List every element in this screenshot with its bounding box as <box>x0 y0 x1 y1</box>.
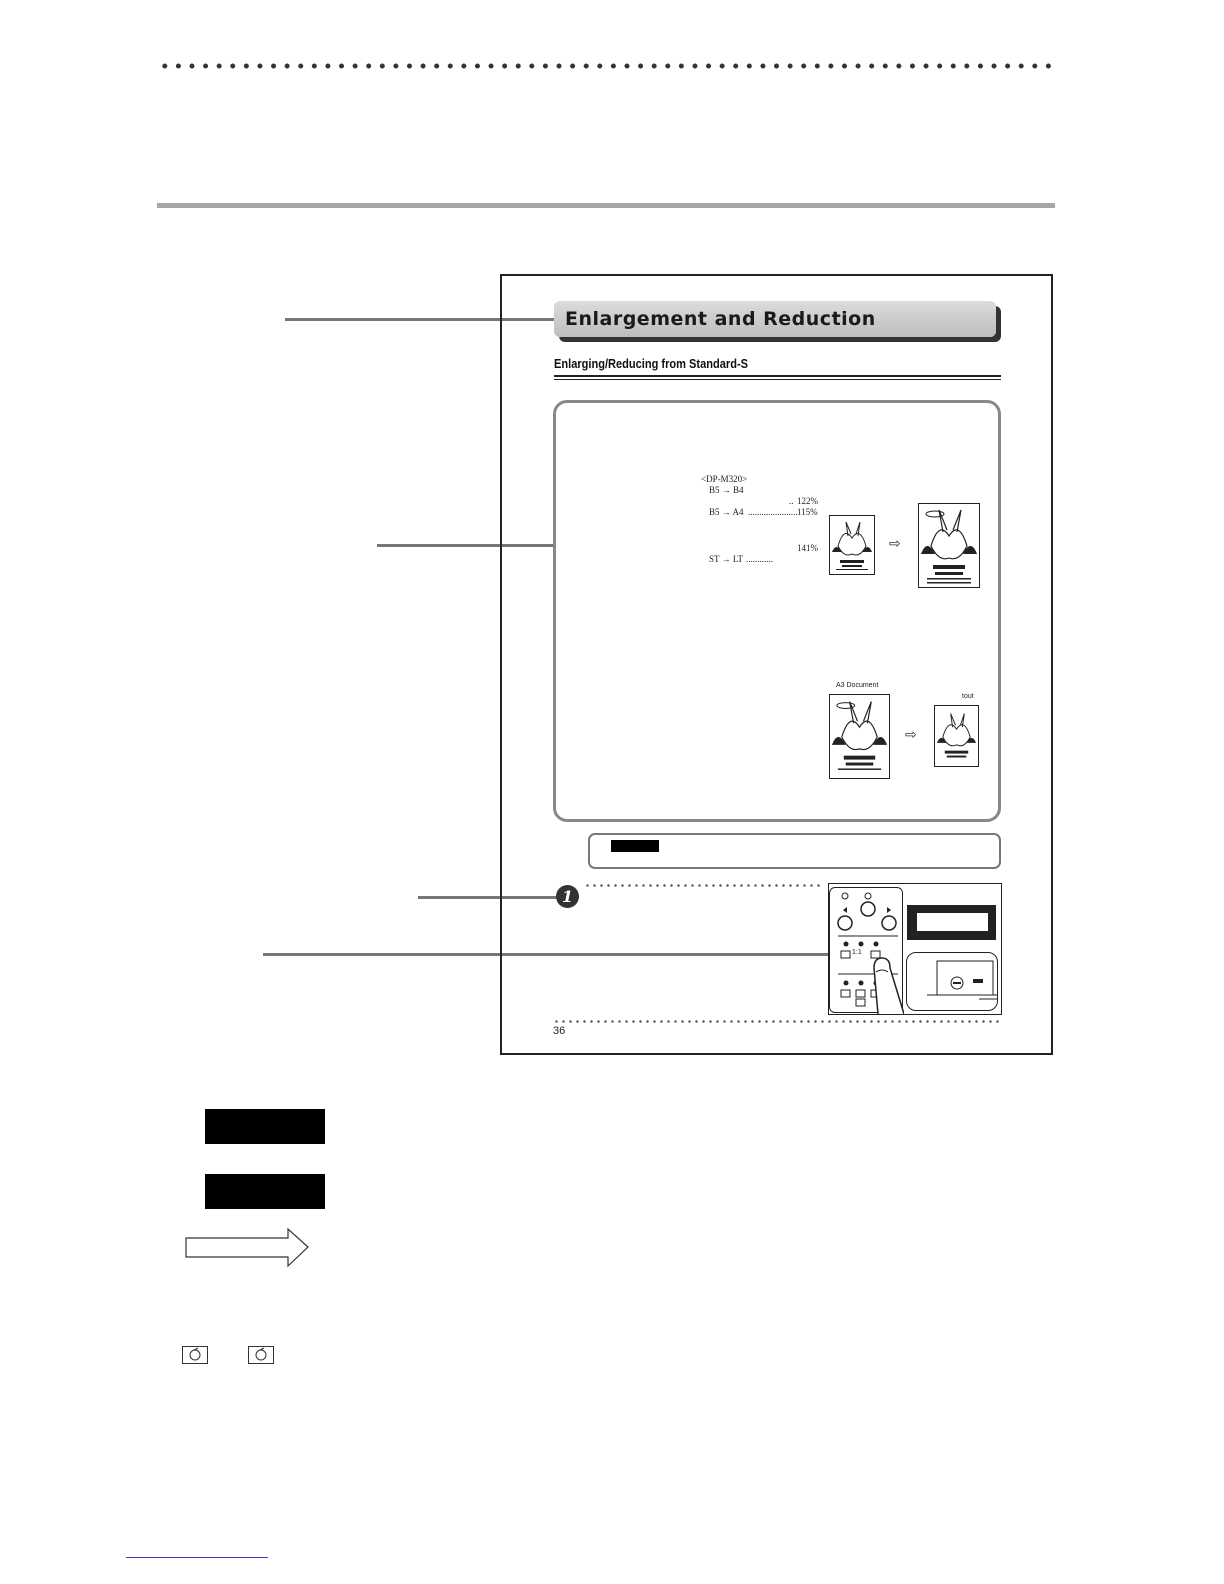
ratio-leader-1: .. <box>789 496 794 506</box>
section-rule <box>157 203 1055 208</box>
tout-caption: tout <box>962 693 974 700</box>
reduced-document-illustration <box>934 705 979 767</box>
step-dotted-rule <box>584 884 820 887</box>
ratio-percent-3: 141% <box>797 543 818 553</box>
ratio-leader-4: ............ <box>746 554 773 564</box>
ratio-leader-2: ...................... <box>748 507 798 517</box>
a3-caption: A3 Document <box>836 682 879 689</box>
note-label-bar <box>611 840 659 852</box>
rotate-key-icon <box>182 1346 208 1364</box>
subheading: Enlarging/Reducing from Standard-S <box>554 356 749 371</box>
ratio-conversion-4: ST → LT <box>709 554 744 564</box>
ratio-percent-2: 115% <box>797 507 818 517</box>
top-dotted-rule <box>158 62 1056 70</box>
model-label: <DP-M320> <box>701 474 748 484</box>
rotate-key-icon-2 <box>248 1346 274 1364</box>
display-screen <box>917 913 988 931</box>
banner-title: Enlargement and Reduction <box>565 308 876 330</box>
machine-illustration <box>906 952 998 1011</box>
step-number-badge: 1 <box>556 885 579 908</box>
footer-link-underline[interactable] <box>126 1557 268 1558</box>
one-to-one-label: 1:1 <box>852 949 862 956</box>
ratio-conversion-1: B5 → B4 <box>709 485 744 495</box>
enlarge-arrow-icon: ⇨ <box>889 535 901 551</box>
large-document-illustration <box>918 503 980 588</box>
subheading-rule <box>554 375 1001 377</box>
control-panel-keypad <box>829 887 903 1013</box>
small-document-illustration <box>829 515 875 575</box>
page-number: 36 <box>553 1025 566 1037</box>
right-outline-arrow-icon <box>185 1228 310 1273</box>
display-panel <box>907 905 996 940</box>
reduce-arrow-icon: ⇨ <box>905 726 917 742</box>
a3-document-illustration <box>829 694 890 779</box>
bottom-dotted-rule <box>553 1020 1002 1023</box>
subheading-rule-thin <box>554 379 1001 380</box>
ratio-percent-1: 122% <box>797 496 818 506</box>
legend-black-bar-2 <box>205 1174 325 1209</box>
ratio-conversion-2: B5 → A4 <box>709 507 744 517</box>
legend-black-bar-1 <box>205 1109 325 1144</box>
